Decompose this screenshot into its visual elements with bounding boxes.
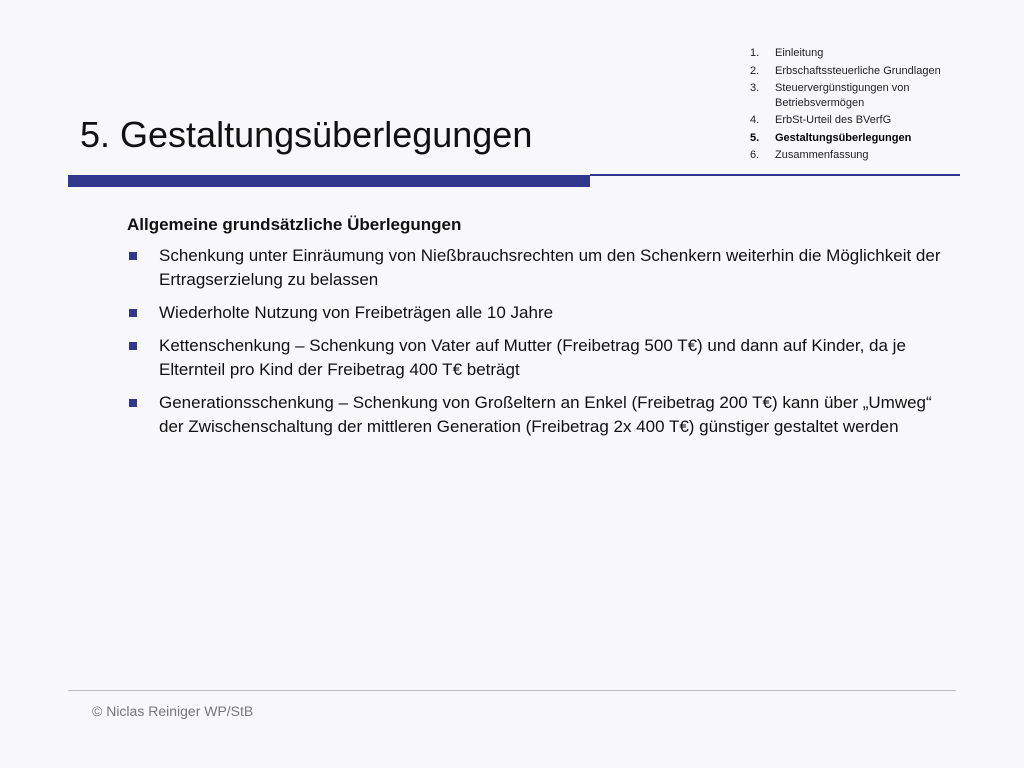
toc-item-label: Gestaltungsüberlegungen	[775, 131, 912, 144]
bullet-text: Schenkung unter Einräumung von Nießbrauchsrechten um den Schenkern weiterhin die Möglichkeit der Ertragserzielung zu belassen	[159, 246, 941, 289]
bullet-item	[127, 334, 947, 382]
toc-item-einleitung	[750, 46, 970, 61]
footer-copyright: © Niclas Reiniger WP/StB	[92, 703, 254, 719]
toc-item-grundlagen	[750, 64, 970, 79]
toc-item-label: Einleitung	[775, 47, 824, 59]
toc-item-gestaltung	[750, 131, 970, 146]
toc-item-bverfg	[750, 113, 970, 128]
toc-item-number: 1.	[750, 47, 760, 59]
table-of-contents	[750, 46, 970, 166]
toc-item-number: 2.	[750, 64, 760, 77]
toc-item-steuerverguenstigungen	[750, 81, 970, 110]
toc-item-label: Zusammenfassung	[775, 149, 869, 161]
bullet-text: Kettenschenkung – Schenkung von Vater auf Mutter (Freibetrag 500 T€) und dann auf Kinder, da je Elternteil pro Kind der Freibetrag 400 T€ beträgt	[159, 336, 906, 379]
square-bullet-icon	[129, 342, 137, 350]
toc-item-label: Erbschaftssteuerliche Grundlagen	[775, 64, 941, 77]
toc-item-label: Steuervergünstigungen von Betriebsvermögen	[775, 82, 910, 109]
section-heading: Allgemeine grundsätzliche Überlegungen	[127, 215, 462, 234]
title-divider-line	[590, 174, 960, 176]
square-bullet-icon	[129, 309, 137, 317]
footer-divider	[68, 690, 956, 691]
square-bullet-icon	[129, 252, 137, 260]
toc-item-number: 6.	[750, 149, 760, 161]
title-divider-bar	[68, 175, 590, 187]
toc-item-zusammenfassung	[750, 148, 970, 163]
toc-item-number: 5.	[750, 131, 760, 144]
toc-item-label: ErbSt-Urteil des BVerfG	[775, 114, 892, 126]
slide-body	[127, 214, 947, 448]
bullet-item	[127, 244, 947, 292]
square-bullet-icon	[129, 399, 137, 407]
bullet-item	[127, 301, 947, 325]
toc-item-number: 3.	[750, 82, 760, 94]
slide-title: 5. Gestaltungsüberlegungen	[80, 114, 533, 155]
bullet-text: Wiederholte Nutzung von Freibeträgen alle 10 Jahre	[159, 303, 554, 322]
bullet-list	[127, 244, 947, 439]
bullet-text: Generationsschenkung – Schenkung von Großeltern an Enkel (Freibetrag 200 T€) kann über „Umweg“ der Zwischenschaltung der mittleren Generation (Freibetrag 2x 400 T€) günstiger gestaltet werden	[159, 393, 932, 436]
toc-item-number: 4.	[750, 114, 760, 126]
bullet-item	[127, 391, 947, 439]
